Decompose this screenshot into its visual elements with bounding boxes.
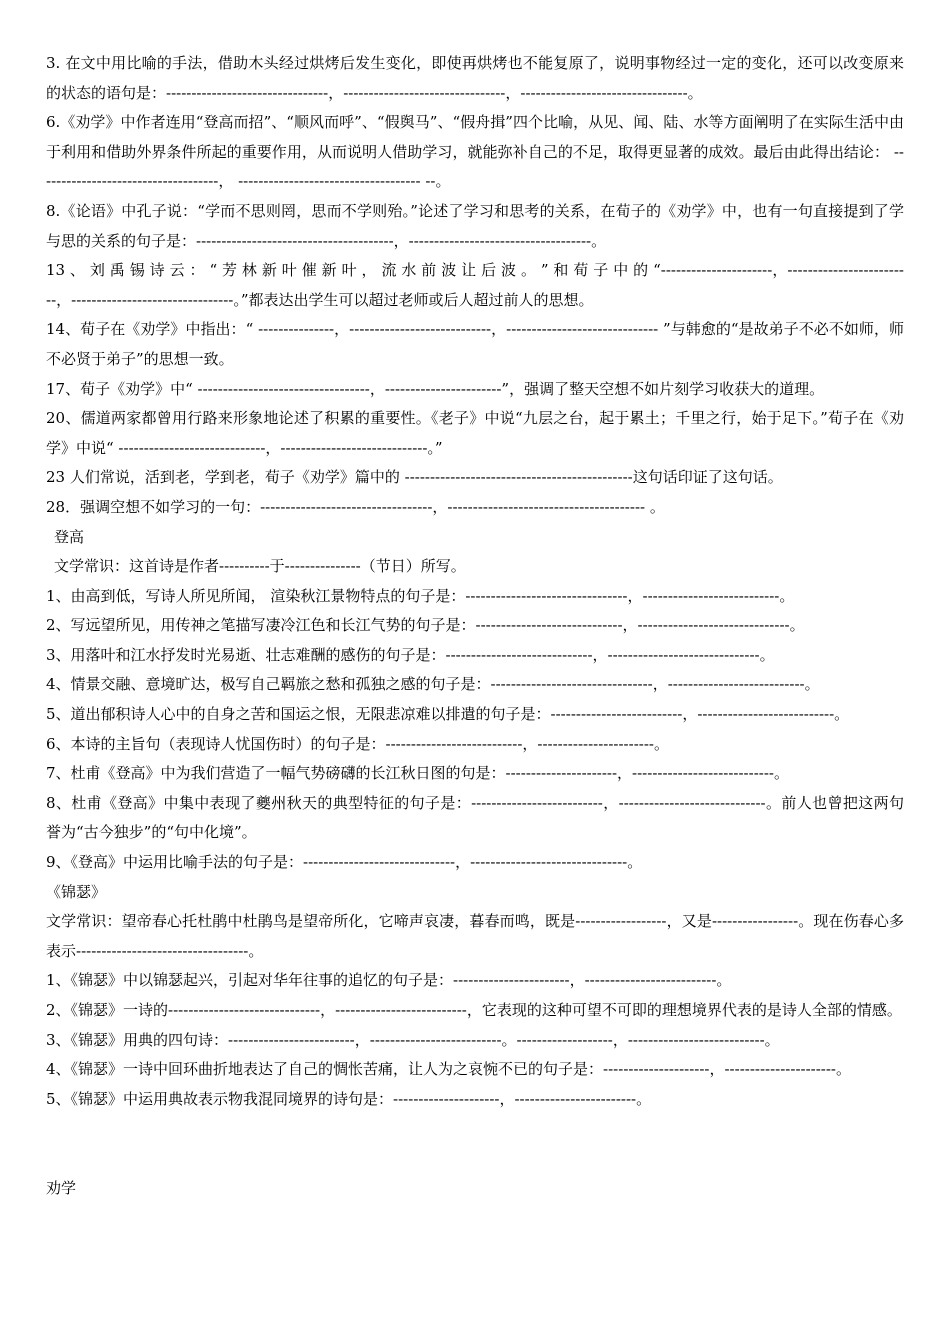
denggao-item-6: 6、本诗的主旨句（表现诗人忧国伤时）的句子是：---------------------------，-----------------------。	[46, 734, 669, 753]
jinse-item-3: 3、《锦瑟》用典的四句诗：-------------------------，--------------------------。-------------------，---------------------------。	[46, 1030, 780, 1049]
denggao-item-9: 9、《登高》中运用比喻手法的句子是：------------------------------，-------------------------------。	[46, 853, 643, 872]
jinse-item-2: 2、《锦瑟》一诗的------------------------------，--------------------------，它表现的这种可望不可即的理想境界代表的是诗人全部的情感。	[46, 1001, 902, 1019]
footer-heading: 劝学	[46, 1179, 77, 1198]
question-8: 8.《论语》中孔子说：“学而不思则罔，思而不学则殆。”论述了学习和思考的关系，在荀子的《劝学》中，也有一句直接提到了学与思的关系的句子是：---------------------------------------，------------------------------------。	[46, 201, 904, 250]
jinse-item-1: 1、《锦瑟》中以锦瑟起兴，引起对华年往事的追忆的句子是：-----------------------，--------------------------。	[46, 971, 732, 990]
question-23: 23 人们常说，活到老，学到老，荀子《劝学》篇中的 ---------------------------------------------这句话印证了这句话。	[46, 468, 783, 487]
denggao-item-4: 4、情景交融、意境旷达，极写自己羁旅之愁和孤独之感的句子是：--------------------------------，---------------------------。	[46, 675, 820, 694]
jinse-literary-knowledge: 文学常识：望帝春心托杜鹃中杜鹃鸟是望帝所化，它啼声哀凄，暮春而鸣，既是------------------，又是-----------------。现在伤春心多表示----------------------------------。	[46, 912, 904, 960]
question-20: 20、儒道两家都曾用行路来形象地论述了积累的重要性。《老子》中说“九层之台，起于累土；千里之行，始于足下。”荀子在《劝学》中说“ -----------------------------，-----------------------------。”	[46, 409, 904, 457]
denggao-title: 登高	[54, 527, 85, 546]
question-14: 14、荀子在《劝学》中指出：“ ---------------，----------------------------，------------------------------ ”与韩愈的“是故弟子不必不如师，师不必贤于弟子”的思想一致。	[46, 320, 904, 368]
question-6: 6.《劝学》中作者连用“登高而招”、“顺风而呼”、“假舆马”、“假舟揖”四个比喻，从见、闻、陆、水等方面阐明了在实际生活中由于利用和借助外界条件所起的重要作用，从而说明人借助学习，就能弥补自己的不足，取得更显著的成效。最后由此得出结论： ------------------------------------， ------------------------------------ --。	[46, 113, 904, 191]
denggao-literary-knowledge: 文学常识：这首诗是作者----------于---------------（节日）所写。	[54, 557, 466, 576]
jinse-title: 《锦瑟》	[46, 882, 107, 901]
document-page	[46, 49, 904, 1204]
question-17: 17、荀子《劝学》中“ ----------------------------------，-----------------------”，强调了整天空想不如片刻学习收获大的道理。	[46, 379, 825, 398]
denggao-item-7: 7、杜甫《登高》中为我们营造了一幅气势磅礴的长江秋日图的句是：----------------------，----------------------------。	[46, 764, 789, 783]
denggao-item-8: 8、杜甫《登高》中集中表现了夔州秋天的典型特征的句子是：--------------------------，-----------------------------。前人也曾把这两句誉为“古今独步”的“句中化境”。	[46, 793, 904, 842]
denggao-item-5: 5、道出郁积诗人心中的自身之苦和国运之恨，无限悲凉难以排遣的句子是：--------------------------，---------------------------。	[46, 705, 850, 724]
jinse-item-4: 4、《锦瑟》一诗中回环曲折地表达了自己的惆怅苦痛，让人为之哀惋不已的句子是：---------------------，----------------------。	[46, 1060, 851, 1079]
jinse-item-5: 5、《锦瑟》中运用典故表示物我混同境界的诗句是：---------------------，------------------------。	[46, 1089, 652, 1108]
denggao-item-2: 2、写远望所见，用传神之笔描写凄冷江色和长江气势的句子是：-----------------------------，------------------------------。	[46, 616, 805, 635]
blank-gap	[46, 1114, 904, 1174]
denggao-item-1: 1、由高到低，写诗人所见所闻， 渲染秋江景物特点的句子是：--------------------------------，---------------------------。	[46, 586, 795, 605]
denggao-item-3: 3、用落叶和江水抒发时光易逝、壮志难酬的感伤的句子是：-----------------------------，------------------------------。	[46, 645, 775, 664]
question-3: 3. 在文中用比喻的手法，借助木头经过烘烤后发生变化，即使再烘烤也不能复原了，说明事物经过一定的变化，还可以改变原来的状态的语句是：--------------------------------，--------------------------------，---------------------------------。	[46, 54, 904, 102]
question-28: 28．强调空想不如学习的一句：----------------------------------，--------------------------------------- 。	[46, 497, 665, 516]
question-13: 13 、 刘 禹 锡 诗 云 ： “ 芳 林 新 叶 催 新 叶 ， 流 水 前 波 让 后 波 。 ” 和 荀 子 中 的 “----------------------，-------------------------，--------------------------------。”都表达出学生可以超过老师或后人超过前人的思想。	[46, 261, 904, 309]
